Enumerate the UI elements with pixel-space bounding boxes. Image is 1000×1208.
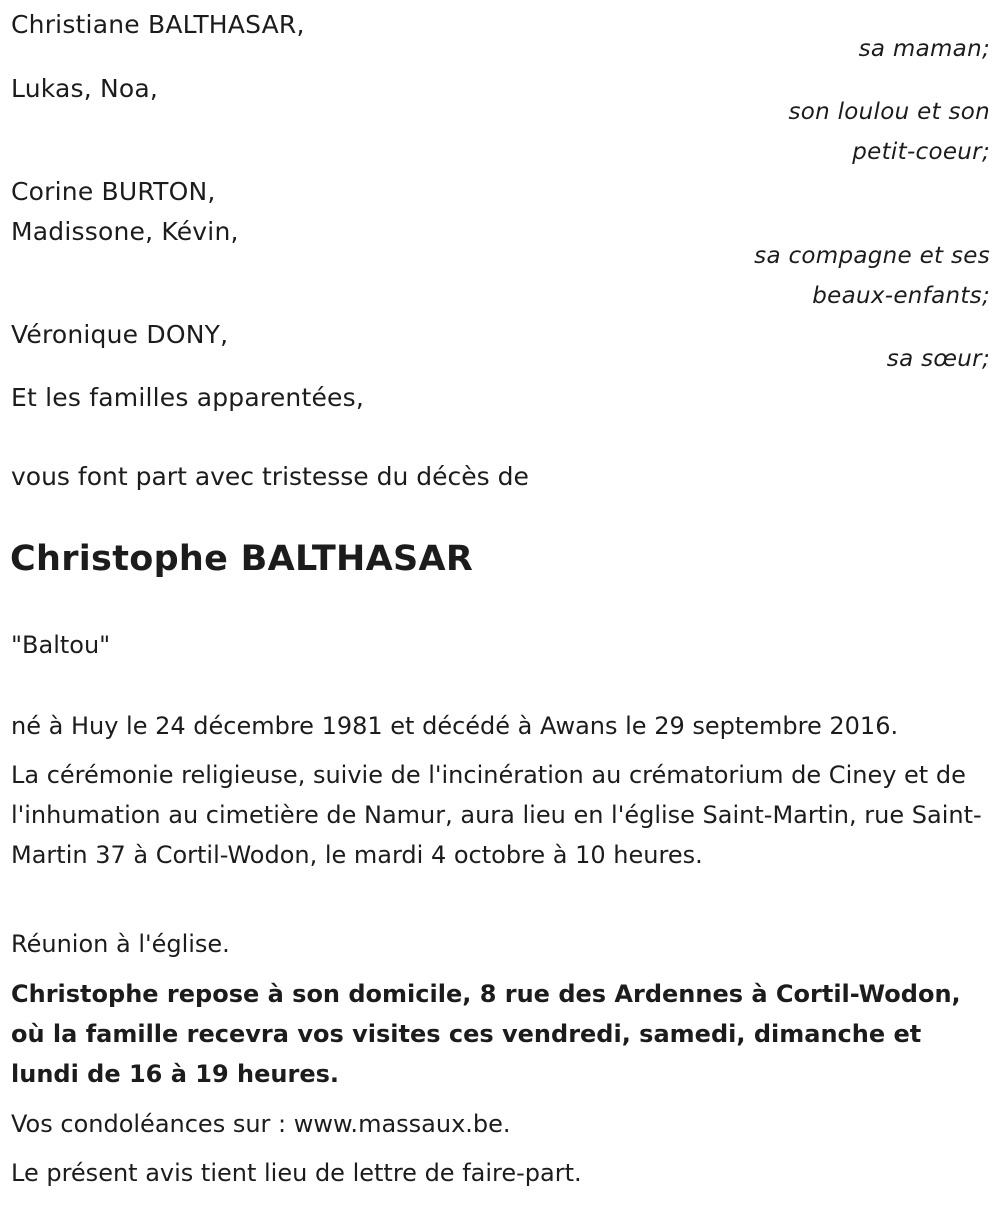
- condolences-line: Vos condoléances sur : www.massaux.be.: [11, 1110, 511, 1138]
- sister-relation: sa sœur;: [886, 346, 990, 372]
- notice-line: Le présent avis tient lieu de lettre de faire-part.: [11, 1159, 582, 1187]
- partner-relation-line-1: sa compagne et ses: [754, 243, 990, 269]
- partner-name: Corine BURTON,: [11, 177, 216, 206]
- visits-paragraph: Christophe repose à son domicile, 8 rue des Ardennes à Cortil-Wodon, où la famille recevra vos visites ces vendredi, samedi, dimanche et lundi de 16 à 19 heures.: [11, 980, 961, 1088]
- meeting-line: Réunion à l'église.: [11, 930, 230, 958]
- announcement-intro: vous font part avec tristesse du décès de: [11, 462, 529, 491]
- children-relation-line-2: petit-coeur;: [852, 139, 990, 165]
- partner-relation-line-2: beaux-enfants;: [812, 283, 990, 309]
- deceased-nickname: "Baltou": [11, 631, 111, 659]
- deceased-name: Christophe BALTHASAR: [10, 539, 474, 579]
- birth-death-line: né à Huy le 24 décembre 1981 et décédé à Awans le 29 septembre 2016.: [11, 712, 899, 740]
- stepchildren-names: Madissone, Kévin,: [11, 217, 239, 246]
- ceremony-paragraph: La cérémonie religieuse, suivie de l'incinération au crématorium de Ciney et de l'inhumation au cimetière de Namur, aura lieu en l'église Saint-Martin, rue Saint-Martin 37 à Cortil-Wodon, le mardi 4 octobre à 10 heures.: [11, 761, 982, 869]
- sister-name: Véronique DONY,: [11, 320, 229, 349]
- children-names: Lukas, Noa,: [11, 74, 159, 103]
- children-relation-line-1: son loulou et son: [788, 99, 990, 125]
- mother-name: Christiane BALTHASAR,: [11, 10, 305, 39]
- mother-relation: sa maman;: [858, 36, 990, 62]
- relatives-line: Et les familles apparentées,: [11, 383, 364, 412]
